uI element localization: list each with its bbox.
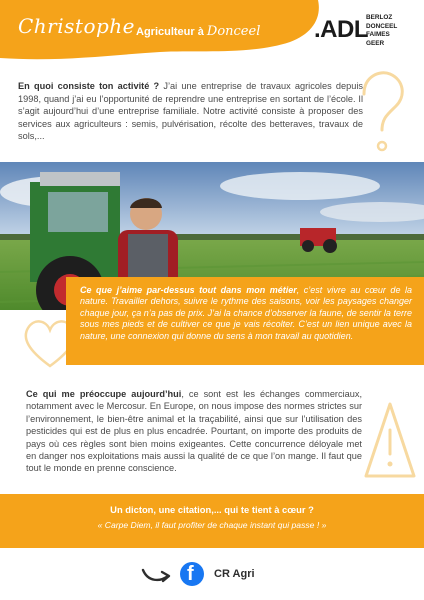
concern-body: , ce sont est les échanges commerciaux, notamment avec le Mercosur. En Europe, on nous impose des normes strictes sur l’environnement, le bien-être animal et la traçabilité, ainsi que sur l’utilisation des pesticides qui est de plus en plus encadrée. Pourtant, on importe des produits de pays où ces règles sont bien moins exigeantes. Cette concurrence déloyale met en danger nos exploitations mais aussi la qualité de ce que l’on mange. Il faut que tout le monde en prenne conscience. [26, 389, 362, 474]
quote-lead: Ce que j’aime par-dessus tout dans mon métier [80, 285, 297, 295]
warning-decoration [362, 398, 418, 484]
intro-question: En quoi consiste ton activité ? [18, 81, 160, 91]
farmer-role [136, 24, 260, 39]
header [0, 0, 424, 70]
logo-town: GEER [366, 39, 385, 47]
quote-paragraph [80, 285, 412, 342]
intro-paragraph [18, 80, 363, 143]
intro-answer: J’ai une entreprise de travaux agricoles depuis 1998, quand j’ai eu l’opportunité de reprendre une entreprise en sortant de l’école. Il s’agit aujourd’hui d’une entreprise familiale. Notre activité consiste à proposer des services aux agriculteurs : semis, pulvérisation, récolte des betteraves, travaux de sols,... [18, 81, 363, 142]
concern-lead: Ce qui me préoccupe aujourd’hui [26, 389, 182, 399]
saying-question: Un dicton, une citation,... qui te tient à cœur ? [110, 504, 314, 515]
curved-arrow-icon [140, 564, 174, 586]
saying-banner [0, 494, 424, 548]
role-place: Donceel [206, 24, 261, 39]
role-label: Agriculteur à [136, 26, 207, 38]
logo-town: FAIMES [366, 31, 390, 38]
concern-paragraph [26, 388, 362, 475]
quote-box [66, 277, 424, 365]
logo-town: DONCEEL [366, 22, 398, 30]
facebook-page-link[interactable]: CR Agri [214, 568, 255, 580]
footer [0, 558, 424, 594]
saying-quote: « Carpe Diem, il faut profiter de chaque instant qui passe ! » [97, 520, 327, 530]
farmer-name: Christophe [18, 14, 136, 38]
logo-town: BERLOZ [366, 14, 393, 21]
facebook-icon[interactable]: f [180, 562, 204, 586]
adl-logo-towns [366, 14, 397, 48]
adl-logo [314, 10, 414, 50]
adl-logo-mark: .ADL [314, 16, 368, 43]
quote-body: , c’est vivre au cœur de la nature. Travailler dehors, suivre le rythme des saisons, voir les paysages changer chaque jour, ça n’a pas de prix. J’ai la chance d’observer la faune, de sentir la terre sous mes pieds et de cultiver ce que je vais récolter. C’est un lien unique avec la nature, une connexion qui donne du sens à mon travail au quotidien. [80, 285, 412, 341]
